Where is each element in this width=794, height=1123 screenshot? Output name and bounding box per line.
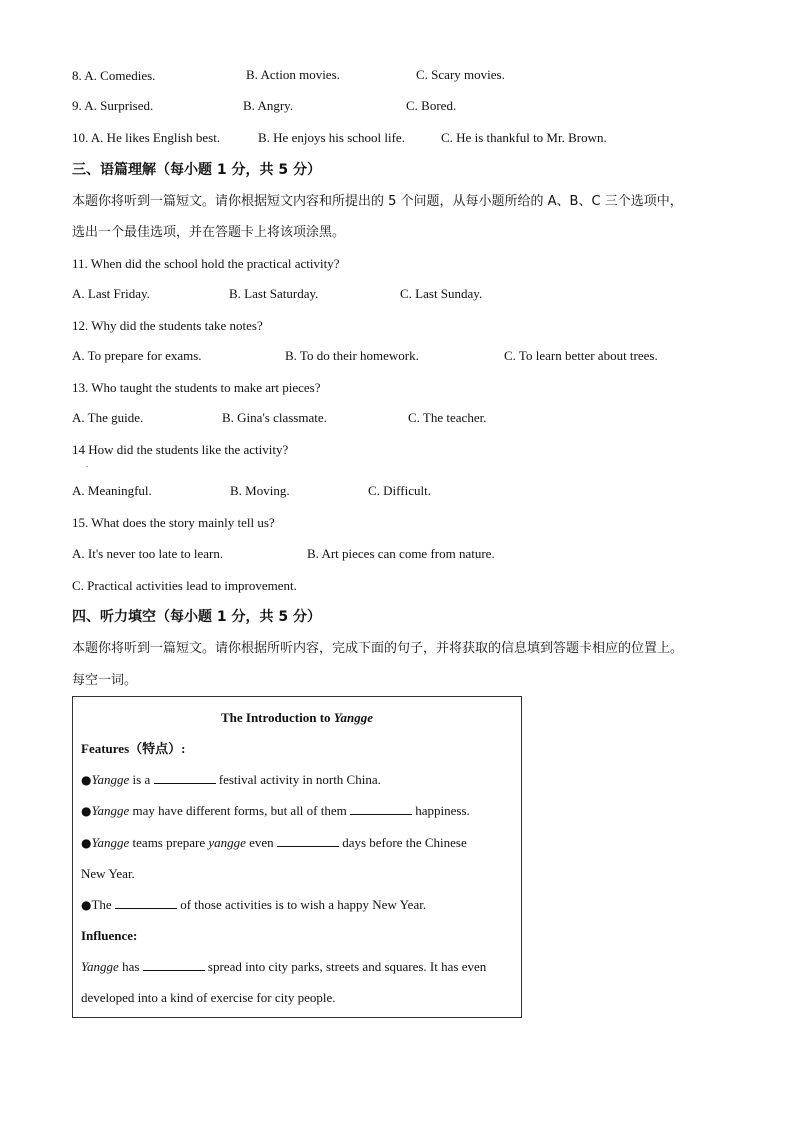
q11-question: 11. When did the school hold the practical activity? <box>72 256 340 271</box>
q12-option-b: B. To do their homework. <box>285 348 419 363</box>
q13-option-a: A. The guide. <box>72 410 144 425</box>
feature-3: ●Yangge teams prepare yangge even days before the Chinese <box>81 835 467 850</box>
q12-question: 12. Why did the students take notes? <box>72 318 263 333</box>
box-title: The Introduction to Yangge <box>220 710 374 725</box>
feature-3-continued: New Year. <box>81 866 135 881</box>
q14-option-b: B. Moving. <box>230 483 290 498</box>
bullet-icon: ● <box>81 773 92 787</box>
q14-option-c: C. Difficult. <box>368 483 431 498</box>
blank-3[interactable] <box>277 834 339 847</box>
influence-line-2: developed into a kind of exercise for city people. <box>81 990 336 1005</box>
q13-question: 13. Who taught the students to make art pieces? <box>72 380 321 395</box>
section4-instructions-line1: 本题你将听到一篇短文。请你根据所听内容，完成下面的句子，并将获取的信息填到答题卡相应的位置上。 <box>72 641 684 656</box>
q8-option-c: C. Scary movies. <box>416 67 505 82</box>
section3-instructions-line2: 选出一个最佳选项，并在答题卡上将该项涂黑。 <box>72 225 346 240</box>
q15-option-c: C. Practical activities lead to improvement. <box>72 578 297 593</box>
blank-2[interactable] <box>350 802 412 815</box>
bullet-icon: ● <box>81 898 92 912</box>
q8-option-a: 8. A. Comedies. <box>72 68 156 83</box>
q11-option-c: C. Last Sunday. <box>400 286 483 301</box>
q10-option-b: B. He enjoys his school life. <box>258 130 405 145</box>
stray-dot: . <box>86 460 88 469</box>
section3-title: 三、语篇理解（每小题 1 分，共 5 分） <box>72 162 321 178</box>
influence-label: Influence: <box>81 928 138 943</box>
feature-4: ●The of those activities is to wish a happy New Year. <box>81 897 427 912</box>
q8-option-b: B. Action movies. <box>246 67 340 82</box>
q14-option-a: A. Meaningful. <box>72 483 152 498</box>
q10-option-a: 10. A. He likes English best. <box>72 130 221 145</box>
q15-option-a: A. It's never too late to learn. <box>72 546 224 561</box>
q12-option-c: C. To learn better about trees. <box>504 348 658 363</box>
q9-option-a: 9. A. Surprised. <box>72 98 154 113</box>
blank-1[interactable] <box>154 771 216 784</box>
q13-option-c: C. The teacher. <box>408 410 487 425</box>
q11-option-a: A. Last Friday. <box>72 286 150 301</box>
section3-instructions-line1: 本题你将听到一篇短文。请你根据短文内容和所提出的 5 个问题，从每小题所给的 A、B、C 三个选项中， <box>72 194 683 209</box>
section4-instructions-line2: 每空一词。 <box>72 673 138 688</box>
bullet-icon: ● <box>81 804 92 818</box>
feature-2: ●Yangge may have different forms, but all of them happiness. <box>81 803 470 818</box>
blank-5[interactable] <box>143 958 205 971</box>
q14-question: 14 How did the students like the activity? <box>72 442 289 457</box>
q9-option-c: C. Bored. <box>406 98 457 113</box>
feature-1: ●Yangge is a festival activity in north China. <box>81 772 381 787</box>
q10-option-c: C. He is thankful to Mr. Brown. <box>441 130 607 145</box>
q15-question: 15. What does the story mainly tell us? <box>72 515 275 530</box>
blank-4[interactable] <box>115 896 177 909</box>
q12-option-a: A. To prepare for exams. <box>72 348 202 363</box>
q11-option-b: B. Last Saturday. <box>229 286 319 301</box>
q13-option-b: B. Gina's classmate. <box>222 410 327 425</box>
section4-title: 四、听力填空（每小题 1 分，共 5 分） <box>72 609 321 625</box>
q9-option-b: B. Angry. <box>243 98 294 113</box>
q15-option-b: B. Art pieces can come from nature. <box>307 546 495 561</box>
features-label: Features（特点）: <box>81 741 186 756</box>
yangge-info-box <box>72 696 522 1018</box>
influence-line-1: Yangge has spread into city parks, streets and squares. It has even <box>81 959 487 974</box>
bullet-icon: ● <box>81 836 92 850</box>
